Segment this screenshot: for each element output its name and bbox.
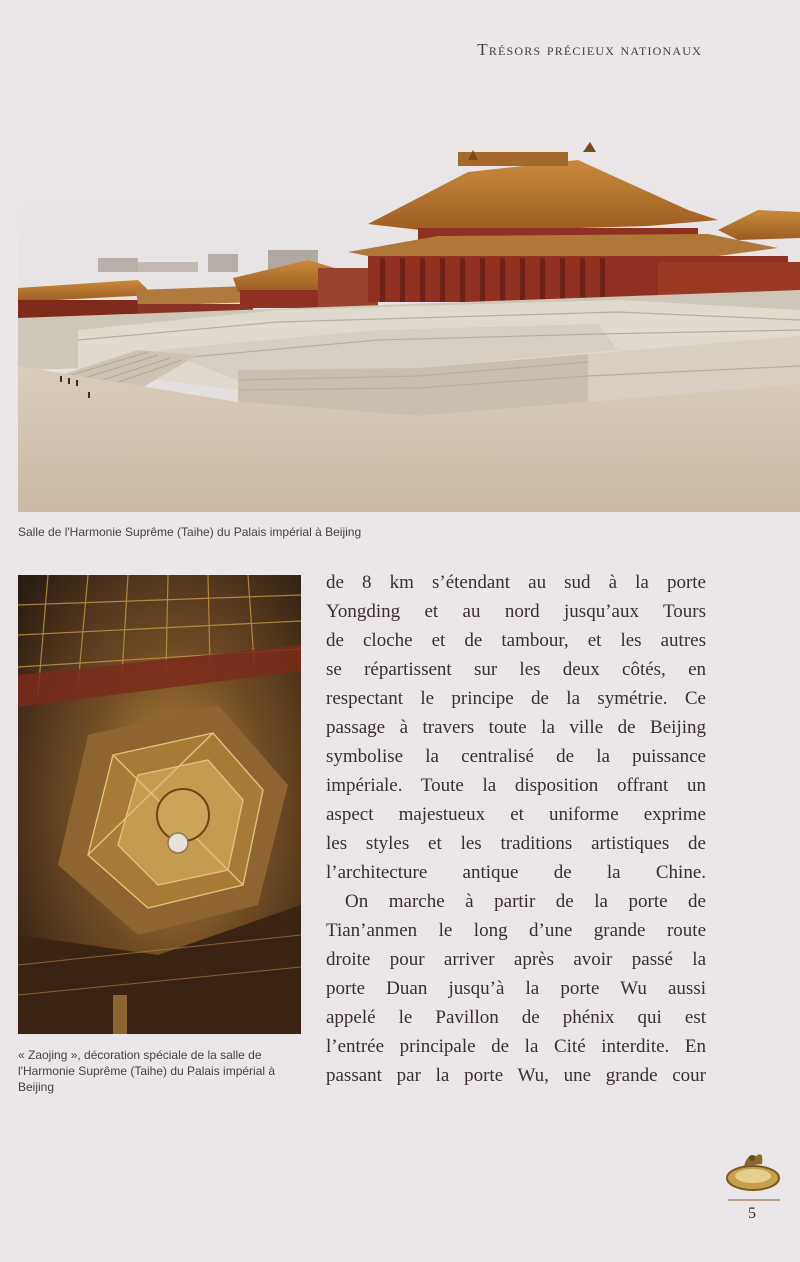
- text-line: On marche à partir de la porte de: [345, 891, 706, 912]
- zaojing-photo: [18, 575, 301, 1034]
- ornament-icon: [718, 1140, 788, 1200]
- page-number-rule: [728, 1199, 780, 1201]
- running-header: [477, 40, 702, 60]
- palace-photo-illustration: [18, 140, 800, 512]
- text-line: symbolise la centralisé de la puissance: [326, 746, 706, 767]
- text-line: aspect majestueux et uniforme exprime: [326, 804, 706, 825]
- paragraph-1: [326, 568, 706, 887]
- zaojing-photo-caption: « Zaojing », décoration spéciale de la salle de l'Harmonie Suprême (Taihe) du Palais impérial à Beijing: [18, 1048, 276, 1094]
- body-text: [326, 568, 706, 1090]
- zaojing-photo-illustration: [18, 575, 301, 1034]
- ornament-illustration: [718, 1140, 788, 1200]
- text-line: se répartissent sur les deux côtés, en: [326, 659, 706, 680]
- text-line: de 8 km s’étendant au sud à la porte: [326, 572, 706, 593]
- text-line: Tian’anmen le long d’une grande route: [326, 920, 706, 941]
- palace-photo-caption: Salle de l'Harmonie Suprême (Taihe) du Palais impérial à Beijing: [18, 525, 362, 539]
- text-line: impériale. Toute la disposition offrant un: [326, 775, 706, 796]
- text-line: Yongding et au nord jusqu’aux Tours: [326, 601, 706, 622]
- text-line: les styles et les traditions artistiques de: [326, 833, 706, 854]
- page-number: 5: [748, 1205, 756, 1222]
- running-header-text: Trésors précieux nationaux: [477, 40, 702, 59]
- text-line: passant par la porte Wu, une grande cour: [326, 1065, 706, 1086]
- text-line: droite pour arriver après avoir passé la: [326, 949, 706, 970]
- text-line: de cloche et de tambour, et les autres: [326, 630, 706, 651]
- paragraph-2: [326, 887, 706, 1090]
- text-line: appelé le Pavillon de phénix qui est: [326, 1007, 706, 1028]
- text-line: l’entrée principale de la Cité interdite. En: [326, 1036, 706, 1057]
- text-line: porte Duan jusqu’à la porte Wu aussi: [326, 978, 706, 999]
- text-line: passage à travers toute la ville de Beijing: [326, 717, 706, 738]
- palace-photo: [18, 140, 800, 512]
- text-line: l’architecture antique de la Chine.: [326, 862, 706, 883]
- text-line: respectant le principe de la symétrie. Ce: [326, 688, 706, 709]
